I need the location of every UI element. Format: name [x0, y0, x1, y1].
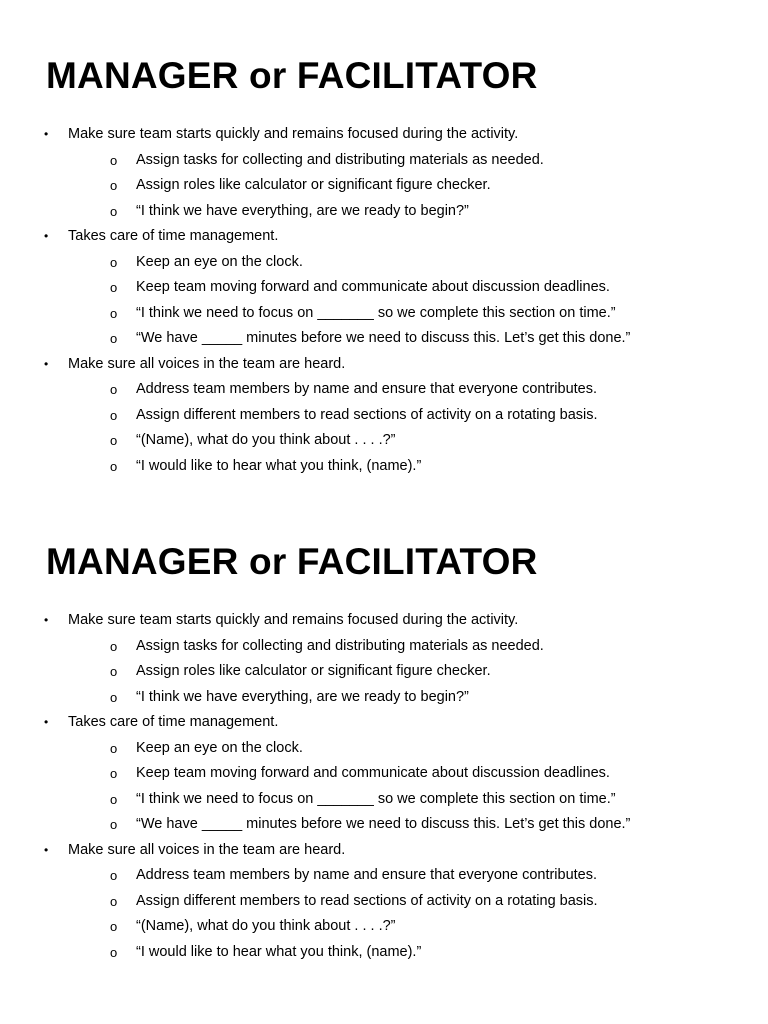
circle-bullet-icon: o [110, 944, 118, 960]
circle-bullet-icon: o [110, 791, 118, 807]
circle-bullet-icon: o [110, 740, 118, 756]
item-text: Keep team moving forward and communicate about discussion deadlines. [136, 765, 610, 781]
circle-bullet-icon: o [110, 178, 118, 193]
circle-bullet-icon: o [110, 382, 118, 397]
bullet-item [0, 122, 768, 148]
sub-bullet-item [0, 199, 768, 225]
sub-bullet-item [0, 428, 768, 454]
item-text: Takes care of time management. [68, 714, 279, 730]
sub-bullet-item [0, 377, 768, 403]
item-text: Address team members by name and ensure that everyone contributes. [136, 381, 598, 397]
circle-bullet-icon: o [110, 433, 118, 448]
item-text: Keep an eye on the clock. [136, 739, 303, 756]
circle-bullet-icon: o [110, 689, 118, 705]
circle-bullet-icon: o [110, 664, 118, 679]
sub-bullet-item [0, 914, 768, 940]
bullet-icon: • [44, 613, 49, 627]
item-text: Assign tasks for collecting and distributing materials as needed. [136, 637, 544, 654]
card-title: MANAGER or FACILITATOR [46, 541, 538, 582]
sub-bullet-item [0, 275, 768, 301]
circle-bullet-icon: o [110, 305, 118, 321]
item-text: “I would like to hear what you think, (name).” [136, 943, 422, 960]
circle-bullet-icon: o [110, 893, 118, 909]
item-text: Make sure team starts quickly and remains focused during the activity. [68, 126, 519, 142]
sub-bullet-item [0, 250, 768, 276]
item-text: “I think we have everything, are we ready to begin?” [136, 688, 469, 705]
sub-bullet-item [0, 787, 768, 813]
sub-bullet-item [0, 148, 768, 174]
item-text: Keep an eye on the clock. [136, 253, 303, 270]
item-text: Assign roles like calculator or significant figure checker. [136, 177, 491, 193]
circle-bullet-icon: o [110, 280, 118, 295]
item-text: “We have _____ minutes before we need to discuss this. Let’s get this done.” [136, 816, 631, 832]
item-text: Make sure all voices in the team are heard. [68, 355, 346, 372]
circle-bullet-icon: o [110, 638, 118, 654]
item-text: “(Name), what do you think about . . . .?” [136, 918, 396, 934]
sub-bullet-item [0, 863, 768, 889]
bullet-icon: • [44, 715, 49, 729]
circle-bullet-icon: o [110, 766, 118, 781]
sub-bullet-item [0, 634, 768, 660]
circle-bullet-icon: o [110, 817, 118, 832]
sub-bullet-item [0, 812, 768, 838]
guideline-list [0, 608, 768, 965]
item-text: Assign roles like calculator or significant figure checker. [136, 663, 491, 679]
item-text: Assign tasks for collecting and distributing materials as needed. [136, 151, 544, 168]
sub-bullet-item [0, 301, 768, 327]
item-text: Assign different members to read sections of activity on a rotating basis. [136, 892, 598, 909]
circle-bullet-icon: o [110, 407, 118, 423]
circle-bullet-icon: o [110, 254, 118, 270]
bullet-item [0, 608, 768, 634]
bullet-item [0, 224, 768, 250]
circle-bullet-icon: o [110, 203, 118, 219]
sub-bullet-item [0, 173, 768, 199]
item-text: Address team members by name and ensure that everyone contributes. [136, 867, 598, 883]
sub-bullet-item [0, 889, 768, 915]
item-text: Keep team moving forward and communicate about discussion deadlines. [136, 279, 610, 295]
item-text: Assign different members to read sections of activity on a rotating basis. [136, 406, 598, 423]
sub-bullet-item [0, 736, 768, 762]
item-text: Takes care of time management. [68, 228, 279, 244]
bullet-item [0, 352, 768, 378]
sub-bullet-item [0, 326, 768, 352]
bullet-icon: • [44, 229, 49, 243]
circle-bullet-icon: o [110, 152, 118, 168]
sub-bullet-item [0, 403, 768, 429]
sub-bullet-item [0, 454, 768, 480]
item-text: “I think we need to focus on _______ so we complete this section on time.” [136, 304, 616, 321]
circle-bullet-icon: o [110, 458, 118, 474]
bullet-item [0, 710, 768, 736]
bullet-icon: • [44, 127, 49, 141]
guideline-list [0, 122, 768, 479]
item-text: “We have _____ minutes before we need to discuss this. Let’s get this done.” [136, 330, 631, 346]
bullet-icon: • [44, 842, 49, 857]
item-text: “(Name), what do you think about . . . .?” [136, 432, 396, 448]
card-title: MANAGER or FACILITATOR [46, 55, 538, 96]
item-text: “I would like to hear what you think, (name).” [136, 457, 422, 474]
sub-bullet-item [0, 659, 768, 685]
bullet-item [0, 838, 768, 864]
item-text: “I think we need to focus on _______ so we complete this section on time.” [136, 790, 616, 807]
item-text: “I think we have everything, are we ready to begin?” [136, 202, 469, 219]
item-text: Make sure team starts quickly and remains focused during the activity. [68, 612, 519, 628]
item-text: Make sure all voices in the team are heard. [68, 841, 346, 858]
circle-bullet-icon: o [110, 919, 118, 934]
bullet-icon: • [44, 356, 49, 371]
sub-bullet-item [0, 685, 768, 711]
sub-bullet-item [0, 761, 768, 787]
sub-bullet-item [0, 940, 768, 966]
circle-bullet-icon: o [110, 331, 118, 346]
circle-bullet-icon: o [110, 868, 118, 883]
